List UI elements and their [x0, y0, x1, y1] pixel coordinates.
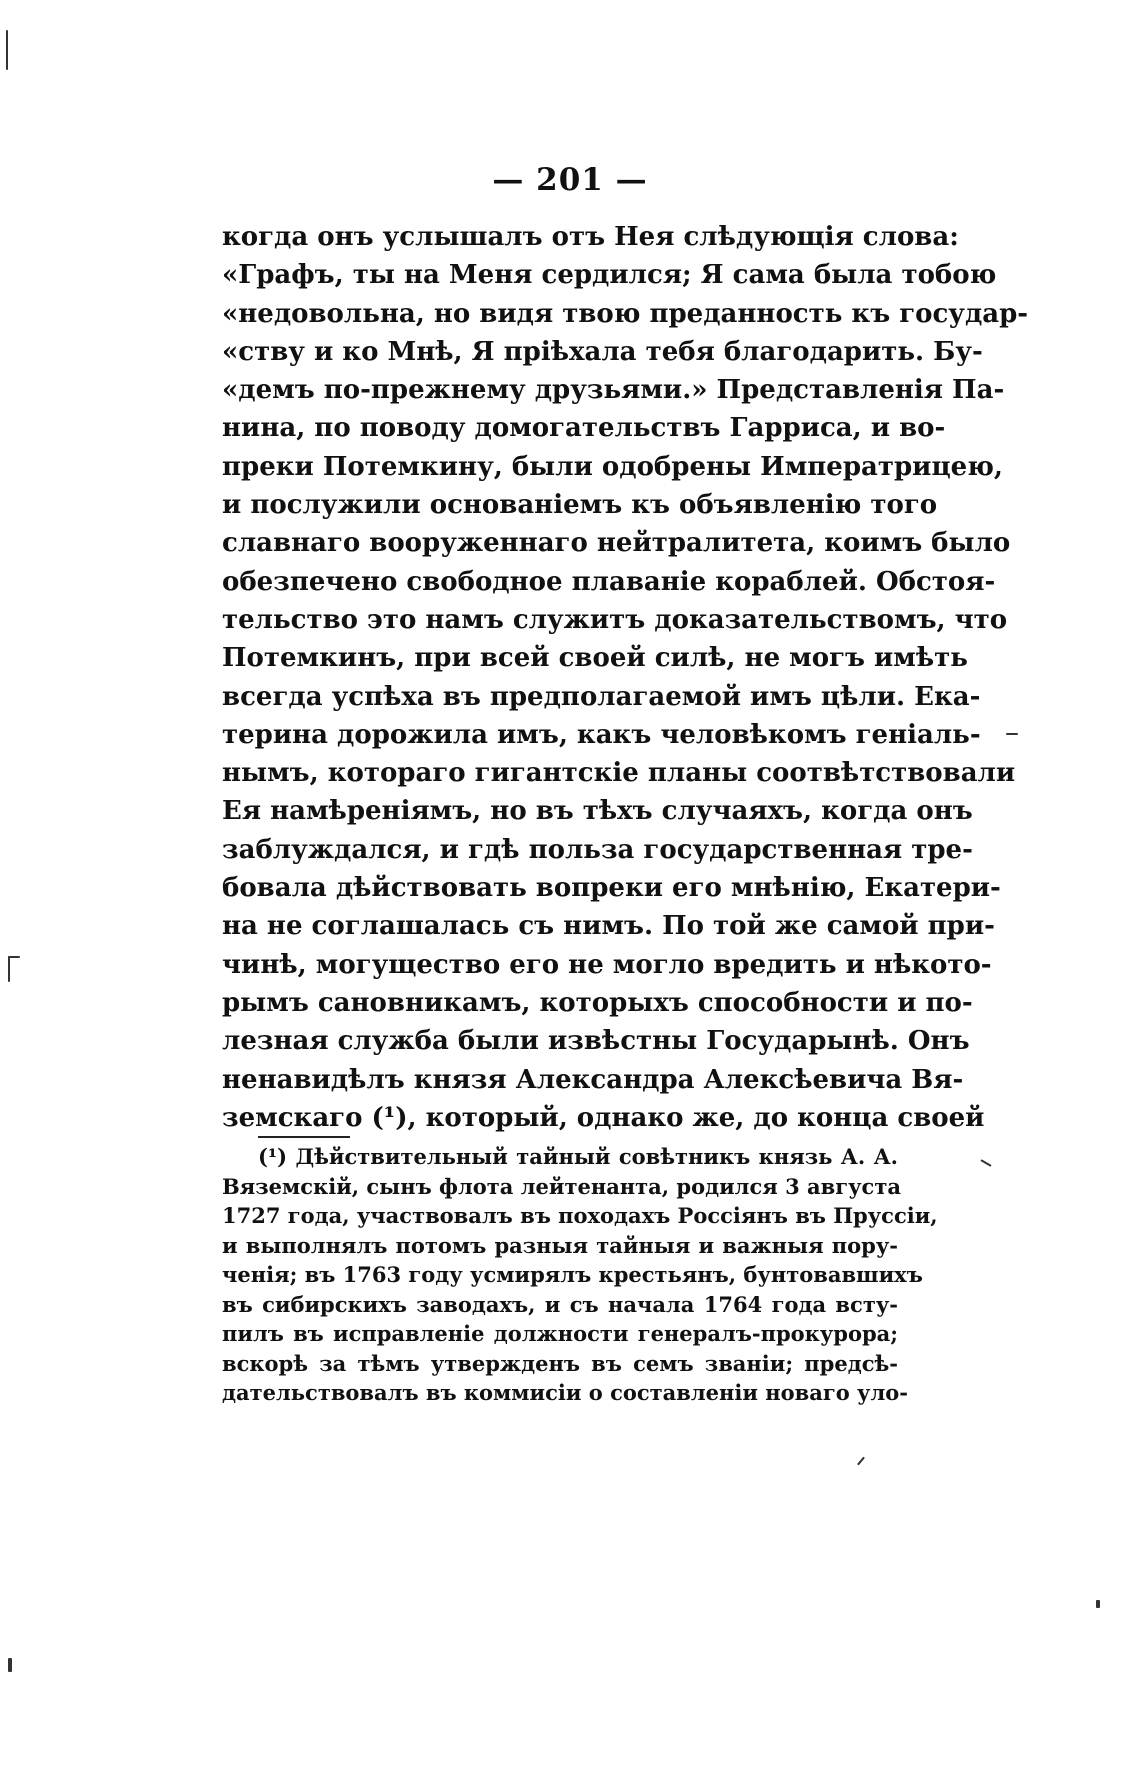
text-line: земскаго (¹), который, однако же, до конца своей [222, 1102, 985, 1133]
footnote-divider [258, 1136, 350, 1138]
text-line: нымъ, котораго гигантскіе планы соотвѣтствовали [222, 758, 1016, 789]
footnote [222, 1142, 938, 1408]
scan-mark [8, 956, 10, 982]
page-number: — 201 — [492, 162, 648, 198]
text-line: славнаго вооруженнаго нейтралитета, коимъ было [222, 528, 1011, 559]
footnote-line: ченія; въ 1763 году усмирялъ крестьянъ, бунтовавшихъ [222, 1262, 923, 1287]
footnote-line: (¹) Дѣйствительный тайный совѣтникъ князь А. А. [258, 1144, 898, 1169]
text-line: на не соглашалась съ нимъ. По той же самой при- [222, 911, 995, 942]
text-line: преки Потемкину, были одобрены Императрицею, [222, 451, 1003, 482]
text-line: Ея намѣреніямъ, но въ тѣхъ случаяхъ, когда онъ [222, 796, 973, 827]
text-line: «недовольна, но видя твою преданность къ государ- [222, 298, 1029, 329]
footnote-line: вскорѣ за тѣмъ утвержденъ въ семъ званіи; предсѣ- [222, 1350, 898, 1376]
text-line: чинѣ, могущество его не могло вредить и нѣкото- [222, 949, 992, 980]
text-line: обезпечено свободное плаваніе кораблей. Обстоя- [222, 566, 996, 597]
footnote-line: пилъ въ исправленіе должности генералъ-прокурора; [222, 1321, 898, 1346]
scan-mark [1096, 1600, 1100, 1608]
footnote-line: въ сибирскихъ заводахъ, и съ начала 1764 года всту- [222, 1291, 898, 1317]
text-line: и послужили основаніемъ къ объявленію того [222, 490, 938, 521]
footnote-line: Вяземскій, сынъ флота лейтенанта, родился 3 августа [222, 1173, 901, 1199]
scan-mark [980, 1159, 991, 1167]
text-line: рымъ сановникамъ, которыхъ способности и по- [222, 987, 973, 1018]
text-line: всегда успѣха въ предполагаемой имъ цѣли. Ека- [222, 681, 981, 712]
scan-mark [6, 30, 8, 70]
footnote-line: дательствовалъ въ коммисіи о составленіи новаго уло- [222, 1380, 908, 1405]
main-text [222, 218, 1029, 1137]
text-line: нина, по поводу домогательствъ Гарриса, и во- [222, 413, 946, 444]
text-line: «демъ по-прежнему друзьями.» Представленія Па- [222, 375, 1005, 406]
text-line: терина дорожила имъ, какъ человѣкомъ геніаль- [222, 719, 981, 750]
footnote-line: 1727 года, участвовалъ въ походахъ Россіянъ въ Пруссіи, [222, 1203, 938, 1228]
text-line: когда онъ услышалъ отъ Нея слѣдующія слова: [222, 222, 959, 252]
text-line: Потемкинъ, при всей своей силѣ, не могъ имѣть [222, 643, 968, 674]
scan-mark [1006, 733, 1018, 735]
text-line: бовала дѣйствовать вопреки его мнѣнію, Екатери- [222, 873, 1001, 904]
text-line: «ству и ко Мнѣ, Я пріѣхала тебя благодарить. Бу- [222, 336, 983, 367]
scan-mark [8, 1658, 12, 1672]
text-line: «Графъ, ты на Меня сердился; Я сама была тобою [222, 260, 997, 291]
text-line: заблуждался, и гдѣ польза государственная тре- [222, 834, 973, 865]
footnote-line: и выполнялъ потомъ разныя тайныя и важныя пору- [222, 1232, 898, 1258]
text-line: тельство это намъ служитъ доказательствомъ, что [222, 604, 1008, 635]
text-line: ненавидѣлъ князя Александра Алексѣевича Вя- [222, 1064, 964, 1095]
text-line: лезная служба были извѣстны Государынѣ. Онъ [222, 1026, 970, 1057]
scan-mark [857, 1457, 865, 1466]
